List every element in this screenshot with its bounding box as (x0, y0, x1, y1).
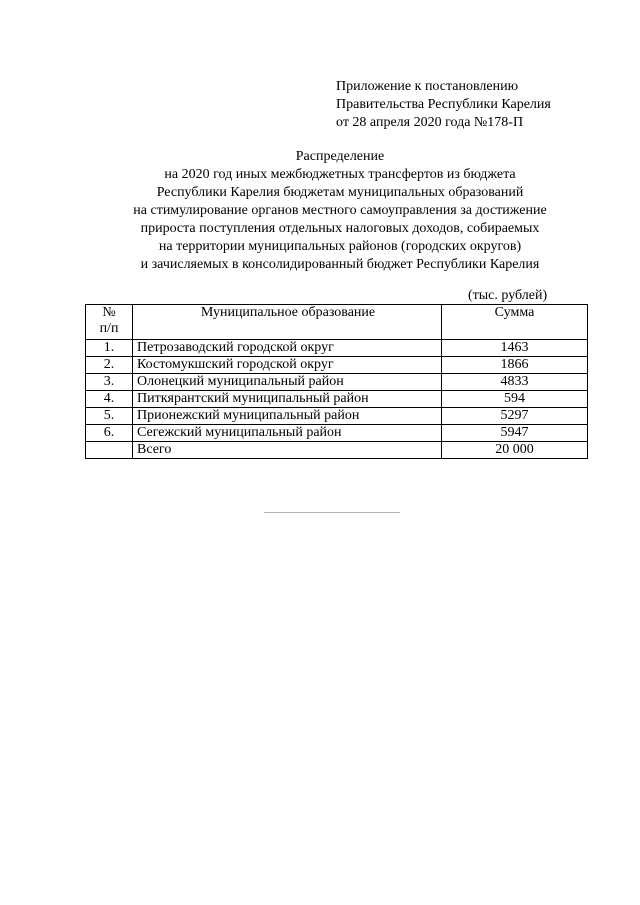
row-name: Прионежский муниципальный район (133, 408, 442, 425)
header-num-line2: п/п (99, 321, 119, 336)
header-name: Муниципальное образование (133, 305, 442, 340)
document-title (40, 148, 640, 274)
row-sum: 5947 (442, 425, 588, 442)
row-sum: 1866 (442, 357, 588, 374)
row-sum: 4833 (442, 374, 588, 391)
appendix-line: от 28 апреля 2020 года №178-П (336, 115, 524, 130)
table-row (86, 374, 588, 391)
row-name: Олонецкий муниципальный район (133, 374, 442, 391)
title-line: на 2020 год иных межбюджетных трансфертов из бюджета (164, 167, 516, 182)
header-sum: Сумма (442, 305, 588, 340)
title-line: на стимулирование органов местного самоуправления за достижение (133, 203, 547, 218)
total-name: Всего (133, 442, 442, 459)
row-name: Сегежский муниципальный район (133, 425, 442, 442)
title-line: прироста поступления отдельных налоговых доходов, собираемых (140, 221, 540, 236)
row-num: 5. (86, 408, 133, 425)
row-name: Петрозаводский городской округ (133, 340, 442, 357)
table-row (86, 391, 588, 408)
total-num (86, 442, 133, 459)
title-line: Республики Карелия бюджетам муниципальных образований (156, 185, 524, 200)
title-line: Распределение (295, 149, 385, 164)
header-num (86, 305, 133, 340)
header-num-line1: № (102, 305, 116, 320)
table-row (86, 408, 588, 425)
row-num: 6. (86, 425, 133, 442)
title-line: и зачисляемых в консолидированный бюджет Республики Карелия (140, 257, 540, 272)
table-row (86, 340, 588, 357)
title-line: на территории муниципальных районов (городских округов) (158, 239, 522, 254)
row-num: 4. (86, 391, 133, 408)
total-sum: 20 000 (442, 442, 588, 459)
table-row (86, 425, 588, 442)
row-num: 3. (86, 374, 133, 391)
row-sum: 5297 (442, 408, 588, 425)
appendix-line: Правительства Республики Карелия (336, 97, 551, 112)
units-label: (тыс. рублей) (468, 288, 548, 303)
row-num: 1. (86, 340, 133, 357)
row-sum: 594 (442, 391, 588, 408)
appendix-note (336, 78, 551, 132)
total-row (86, 442, 588, 459)
distribution-table (85, 304, 588, 459)
appendix-line: Приложение к постановлению (336, 79, 519, 94)
row-sum: 1463 (442, 340, 588, 357)
table-row (86, 357, 588, 374)
closing-divider (264, 512, 400, 513)
table-header-row (86, 305, 588, 340)
row-name: Костомукшский городской округ (133, 357, 442, 374)
row-num: 2. (86, 357, 133, 374)
row-name: Питкярантский муниципальный район (133, 391, 442, 408)
